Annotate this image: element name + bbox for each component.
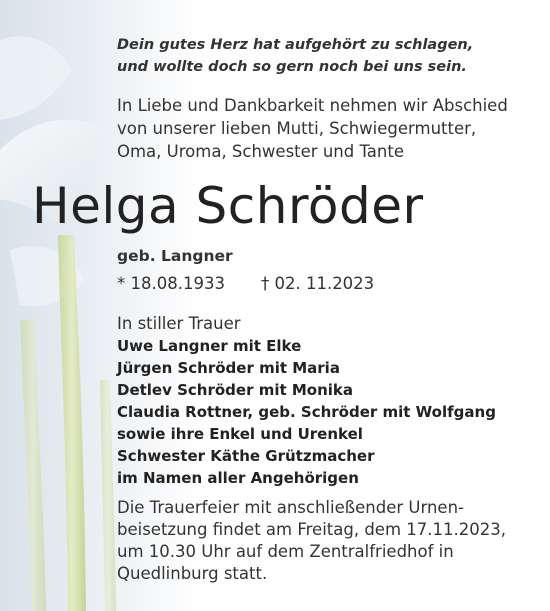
intro-line-1: In Liebe und Dankbarkeit nehmen wir Abschied	[117, 96, 508, 115]
mourner-line: Detlev Schröder mit Monika	[117, 381, 354, 399]
mourners-label: In stiller Trauer	[117, 314, 241, 333]
life-dates	[117, 276, 374, 293]
quote-line-1: Dein gutes Herz hat aufgehört zu schlagen,	[117, 37, 474, 53]
mourner-line: Claudia Rottner, geb. Schröder mit Wolfgang	[117, 403, 496, 421]
mourner-line: Uwe Langner mit Elke	[117, 337, 302, 355]
mourner-line: sowie ihre Enkel und Urenkel	[117, 425, 363, 443]
intro-line-3: Oma, Uroma, Schwester und Tante	[117, 142, 404, 161]
birth-date: * 18.08.1933	[117, 274, 225, 293]
ceremony-line-3: um 10.30 Uhr auf dem Zentralfriedhof in	[117, 542, 454, 561]
ceremony-line-4: Quedlinburg statt.	[117, 564, 268, 583]
intro-line-2: von unserer lieben Mutti, Schwiegermutter,	[117, 119, 477, 138]
maiden-name: geb. Langner	[117, 247, 233, 265]
quote-line-2: und wollte doch so gern noch bei uns sein.	[117, 59, 467, 75]
mourner-line: im Namen aller Angehörigen	[117, 469, 359, 487]
ceremony-line-2: beisetzung findet am Freitag, dem 17.11.2023,	[117, 520, 506, 539]
ceremony-line-1: Die Trauerfeier mit anschließender Urnen-	[117, 498, 464, 517]
deceased-name: Helga Schröder	[32, 177, 424, 235]
mourner-line: Jürgen Schröder mit Maria	[117, 359, 340, 377]
death-date: † 02. 11.2023	[260, 274, 375, 293]
mourner-line: Schwester Käthe Grützmacher	[117, 447, 375, 465]
